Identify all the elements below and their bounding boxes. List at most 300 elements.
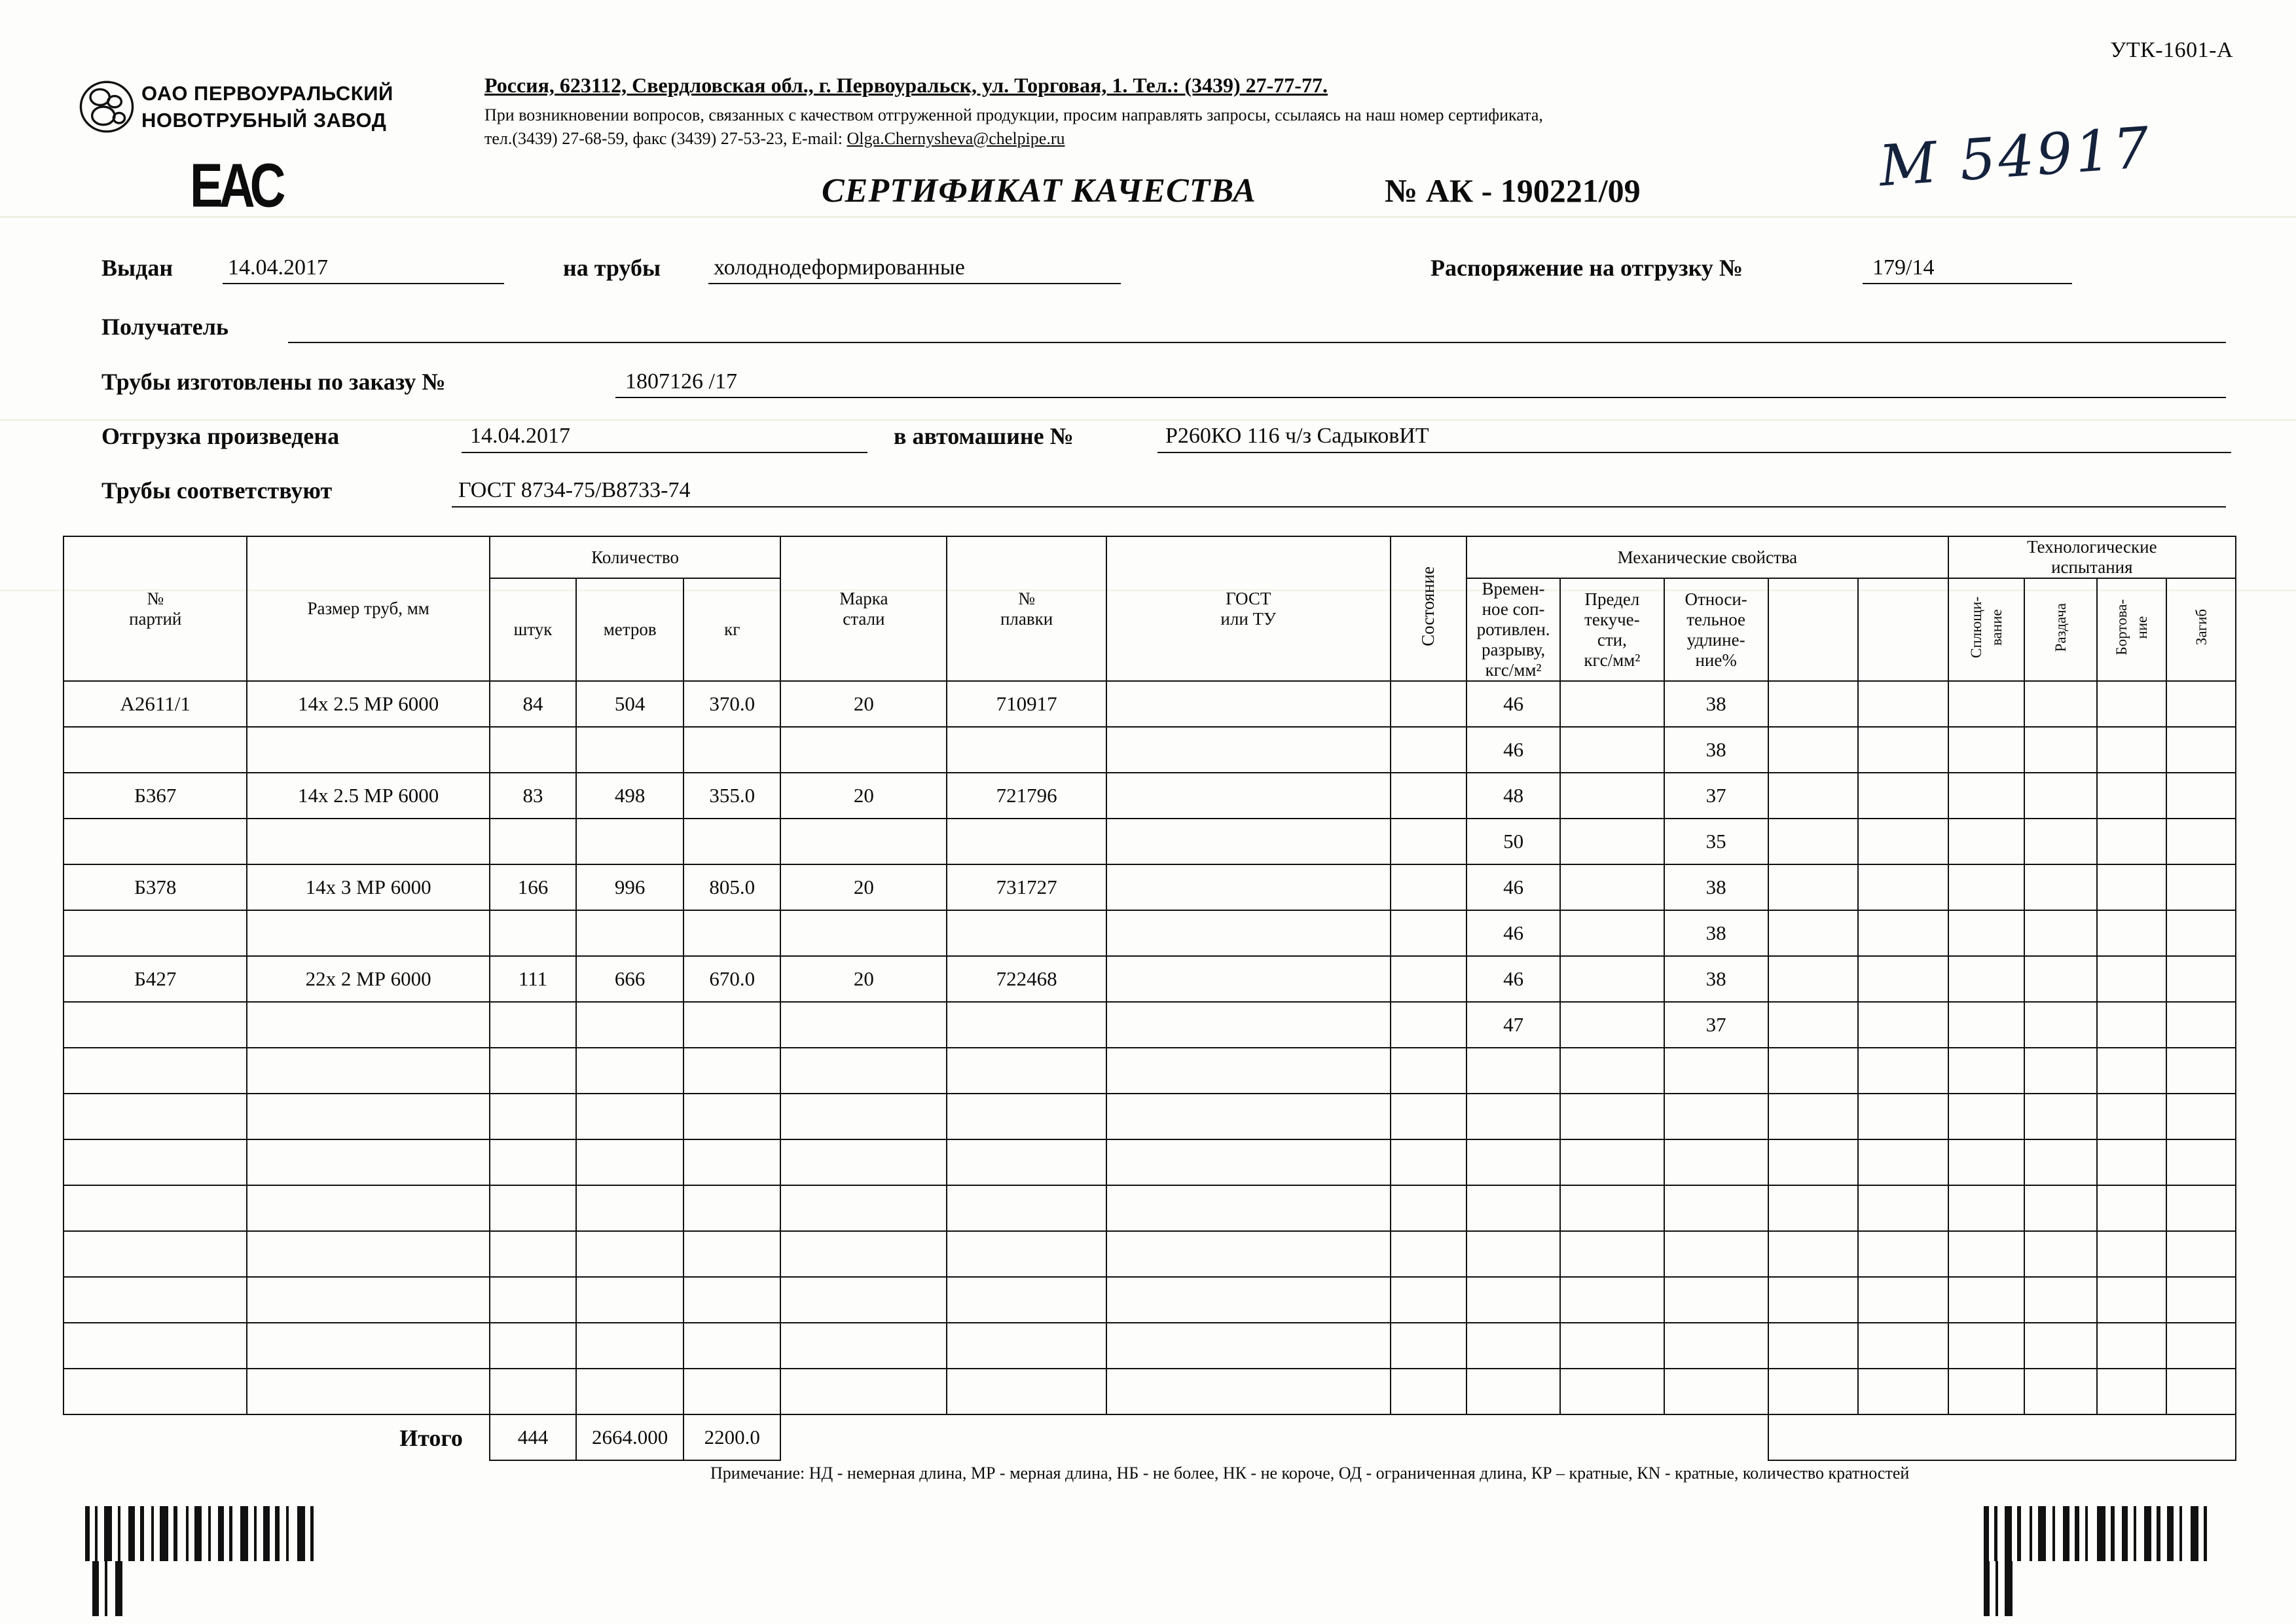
cell-grade: 20 xyxy=(780,773,947,819)
cell-solidity xyxy=(1948,1323,2024,1369)
table-row xyxy=(64,910,2236,956)
cell-expansion xyxy=(2024,1002,2097,1048)
cell-flanging xyxy=(2097,1369,2166,1414)
cell-bending xyxy=(2166,1139,2236,1185)
cell-tensile: 46 xyxy=(1467,681,1560,727)
company-name-line1: ОАО ПЕРВОУРАЛЬСКИЙ xyxy=(141,82,393,105)
cell-flanging xyxy=(2097,864,2166,910)
cell-state xyxy=(1391,727,1467,773)
cell-expansion xyxy=(2024,1185,2097,1231)
cell-mech-blank-1 xyxy=(1768,819,1859,864)
company-address: Россия, 623112, Свердловская обл., г. Первоуральск, ул. Торговая, 1. Тел.: (3439) 27-77-77. xyxy=(484,73,1328,97)
cell-expansion xyxy=(2024,681,2097,727)
cell-kg: 355.0 xyxy=(683,773,780,819)
cell-meters: 504 xyxy=(576,681,683,727)
th-mech-props: Механические свойства xyxy=(1467,536,1948,578)
cell-yield xyxy=(1560,1002,1664,1048)
cell-mech-blank-2 xyxy=(1858,681,1948,727)
cell-flanging xyxy=(2097,1094,2166,1139)
cell-grade xyxy=(780,1002,947,1048)
cell-mech-blank-2 xyxy=(1858,727,1948,773)
cell-mech-blank-2 xyxy=(1858,910,1948,956)
table-row xyxy=(64,1002,2236,1048)
cell-size xyxy=(247,1323,489,1369)
cell-size: 14х 3 МР 6000 xyxy=(247,864,489,910)
cell-kg xyxy=(683,1139,780,1185)
cell-mech-blank-1 xyxy=(1768,1277,1859,1323)
cell-yield xyxy=(1560,1231,1664,1277)
cell-elongation xyxy=(1664,1231,1768,1277)
cell-mech-blank-1 xyxy=(1768,1369,1859,1414)
cell-solidity xyxy=(1948,1139,2024,1185)
pipes-table xyxy=(63,536,2236,1461)
cell-solidity xyxy=(1948,1231,2024,1277)
th-steel-grade-l1: Марка xyxy=(839,588,888,608)
cell-tensile: 46 xyxy=(1467,727,1560,773)
cell-heat: 721796 xyxy=(947,773,1106,819)
cell-solidity xyxy=(1948,727,2024,773)
value-vehicle: Р260КО 116 ч/з СадыковИТ xyxy=(1165,424,1429,448)
cell-heat: 722468 xyxy=(947,956,1106,1002)
cell-yield xyxy=(1560,1185,1664,1231)
table-row xyxy=(64,864,2236,910)
cell-heat: 731727 xyxy=(947,864,1106,910)
cell-elongation xyxy=(1664,1094,1768,1139)
total-meters: 2664.000 xyxy=(576,1414,683,1460)
handwritten-number: М 54917 xyxy=(1877,115,2154,200)
cell-bending xyxy=(2166,1231,2236,1277)
table-row xyxy=(64,1369,2236,1414)
cell-bending xyxy=(2166,1185,2236,1231)
cell-state xyxy=(1391,1323,1467,1369)
cell-expansion xyxy=(2024,1231,2097,1277)
rule-conform xyxy=(452,506,2226,507)
cell-solidity xyxy=(1948,1048,2024,1094)
cell-pieces xyxy=(490,1139,576,1185)
value-order: 1807126 /17 xyxy=(625,369,737,394)
cell-meters: 666 xyxy=(576,956,683,1002)
cell-kg xyxy=(683,819,780,864)
cell-state xyxy=(1391,1277,1467,1323)
cell-elongation xyxy=(1664,1048,1768,1094)
cell-yield xyxy=(1560,956,1664,1002)
th-solidity-label: Сплющи- вание xyxy=(1967,597,2005,658)
cell-mech-blank-1 xyxy=(1768,864,1859,910)
cell-tensile: 46 xyxy=(1467,864,1560,910)
cell-mech-blank-1 xyxy=(1768,1094,1859,1139)
cell-heat xyxy=(947,819,1106,864)
cell-yield xyxy=(1560,1277,1664,1323)
cell-gost xyxy=(1106,819,1391,864)
total-empty-left xyxy=(780,1414,1768,1460)
cell-mech-blank-2 xyxy=(1858,1139,1948,1185)
th-bending xyxy=(2166,578,2236,681)
table-row xyxy=(64,1048,2236,1094)
cell-state xyxy=(1391,1002,1467,1048)
cell-bending xyxy=(2166,864,2236,910)
th-heat-no-l2: плавки xyxy=(1000,608,1053,629)
cell-elongation xyxy=(1664,1277,1768,1323)
cell-expansion xyxy=(2024,727,2097,773)
cell-state xyxy=(1391,773,1467,819)
scan-artifact xyxy=(0,419,2296,421)
cell-flanging xyxy=(2097,727,2166,773)
cell-tensile xyxy=(1467,1323,1560,1369)
th-tensile-l4: разрыву, xyxy=(1481,640,1546,659)
table-row xyxy=(64,819,2236,864)
th-pieces: штук xyxy=(490,578,576,681)
table-row xyxy=(64,727,2236,773)
cell-meters xyxy=(576,1002,683,1048)
th-party-no-l1: № xyxy=(147,588,164,608)
cell-pieces: 111 xyxy=(490,956,576,1002)
cell-party xyxy=(64,1048,247,1094)
cell-solidity xyxy=(1948,1185,2024,1231)
cell-mech-blank-1 xyxy=(1768,910,1859,956)
cell-pieces xyxy=(490,1002,576,1048)
cell-elongation: 38 xyxy=(1664,727,1768,773)
cell-mech-blank-2 xyxy=(1858,1277,1948,1323)
cell-grade xyxy=(780,727,947,773)
cell-tensile xyxy=(1467,1139,1560,1185)
cell-size xyxy=(247,910,489,956)
cell-kg xyxy=(683,1231,780,1277)
cell-state xyxy=(1391,1139,1467,1185)
cell-size: 22х 2 МР 6000 xyxy=(247,956,489,1002)
cell-gost xyxy=(1106,956,1391,1002)
cell-expansion xyxy=(2024,819,2097,864)
cell-kg xyxy=(683,1277,780,1323)
cell-size xyxy=(247,1048,489,1094)
cell-heat xyxy=(947,1323,1106,1369)
cell-meters xyxy=(576,1323,683,1369)
cell-elongation xyxy=(1664,1185,1768,1231)
th-elongation xyxy=(1664,578,1768,681)
cell-meters xyxy=(576,1139,683,1185)
rule-vehicle xyxy=(1157,452,2231,453)
th-yield-l3: сти, xyxy=(1597,629,1627,650)
cell-solidity xyxy=(1948,1002,2024,1048)
cell-pieces xyxy=(490,910,576,956)
cell-heat xyxy=(947,1048,1106,1094)
cell-flanging xyxy=(2097,1185,2166,1231)
cell-gost xyxy=(1106,1094,1391,1139)
cell-yield xyxy=(1560,819,1664,864)
document-code: УТК-1601-А xyxy=(2110,38,2233,62)
cell-yield xyxy=(1560,681,1664,727)
cell-gost xyxy=(1106,1369,1391,1414)
cell-tensile: 46 xyxy=(1467,956,1560,1002)
cell-size xyxy=(247,1231,489,1277)
th-gost xyxy=(1106,536,1391,681)
cell-mech-blank-1 xyxy=(1768,1323,1859,1369)
cell-flanging xyxy=(2097,819,2166,864)
cell-party xyxy=(64,910,247,956)
cell-party xyxy=(64,1277,247,1323)
cell-tensile xyxy=(1467,1277,1560,1323)
cell-mech-blank-1 xyxy=(1768,1139,1859,1185)
cell-expansion xyxy=(2024,956,2097,1002)
cell-elongation xyxy=(1664,1369,1768,1414)
th-flanging xyxy=(2097,578,2166,681)
rule-receiver xyxy=(288,342,2226,343)
cell-expansion xyxy=(2024,1094,2097,1139)
cell-party: А2611/1 xyxy=(64,681,247,727)
table-row xyxy=(64,956,2236,1002)
th-yield-units: кгс/мм² xyxy=(1584,650,1641,670)
cell-party xyxy=(64,1139,247,1185)
cell-state xyxy=(1391,864,1467,910)
th-elongation-l2: тельное xyxy=(1686,609,1746,629)
cell-mech-blank-2 xyxy=(1858,1002,1948,1048)
cell-grade xyxy=(780,1048,947,1094)
barcode-left xyxy=(85,1506,314,1561)
cell-mech-blank-1 xyxy=(1768,1185,1859,1231)
cell-solidity xyxy=(1948,1277,2024,1323)
footer-note: Примечание: НД - немерная длина, МР - мерная длина, НБ - не более, НК - не короче, ОД - ограниченная длина, КР – кратные, КN - кратные, количество кратностей xyxy=(710,1464,1910,1483)
th-yield-l2: текуче- xyxy=(1584,609,1640,629)
cell-gost xyxy=(1106,1323,1391,1369)
rule-order xyxy=(615,397,2226,398)
cell-party xyxy=(64,1002,247,1048)
cell-yield xyxy=(1560,864,1664,910)
cell-size xyxy=(247,1139,489,1185)
cell-mech-blank-2 xyxy=(1858,1231,1948,1277)
pntz-logo-icon xyxy=(79,79,135,135)
th-tensile-units: кгс/мм² xyxy=(1485,660,1542,680)
cell-meters: 996 xyxy=(576,864,683,910)
cell-tensile: 48 xyxy=(1467,773,1560,819)
cell-mech-blank-2 xyxy=(1858,864,1948,910)
label-issued: Выдан xyxy=(101,255,173,281)
cell-kg xyxy=(683,1048,780,1094)
cell-size xyxy=(247,819,489,864)
cell-size xyxy=(247,1185,489,1231)
cell-grade xyxy=(780,1369,947,1414)
label-vehicle: в автомашине № xyxy=(894,423,1074,449)
total-empty-right xyxy=(1768,1414,2236,1460)
th-kg: кг xyxy=(683,578,780,681)
contact-note-line1: При возникновении вопросов, связанных с качеством отгруженной продукции, просим направлять запросы, ссылаясь на наш номер сертификата, xyxy=(484,105,1543,124)
cell-yield xyxy=(1560,1369,1664,1414)
table-row xyxy=(64,1231,2236,1277)
cell-meters xyxy=(576,910,683,956)
th-tech-tests-l2: испытания xyxy=(2051,557,2133,577)
th-expansion xyxy=(2024,578,2097,681)
value-for-pipes: холоднодеформированные xyxy=(714,255,965,280)
th-meters: метров xyxy=(576,578,683,681)
cell-heat xyxy=(947,1139,1106,1185)
th-mech-blank-2 xyxy=(1858,578,1948,681)
th-heat-no xyxy=(947,536,1106,681)
cell-state xyxy=(1391,910,1467,956)
label-shipment: Отгрузка произведена xyxy=(101,423,340,449)
cell-gost xyxy=(1106,773,1391,819)
cell-bending xyxy=(2166,681,2236,727)
cell-state xyxy=(1391,956,1467,1002)
th-tech-tests xyxy=(1948,536,2236,578)
cell-pieces xyxy=(490,1094,576,1139)
table-row xyxy=(64,1185,2236,1231)
th-elongation-l3: удлине- xyxy=(1686,629,1745,650)
cell-mech-blank-1 xyxy=(1768,1002,1859,1048)
cell-yield xyxy=(1560,1139,1664,1185)
cell-yield xyxy=(1560,910,1664,956)
cell-party xyxy=(64,1185,247,1231)
th-tensile-l3: ротивлен. xyxy=(1476,619,1550,639)
cell-pieces: 84 xyxy=(490,681,576,727)
th-gost-l2: или ТУ xyxy=(1220,608,1277,629)
cell-flanging xyxy=(2097,773,2166,819)
cell-elongation: 38 xyxy=(1664,910,1768,956)
label-for-pipes: на трубы xyxy=(563,255,661,281)
certificate-number: № АК - 190221/09 xyxy=(1385,172,1641,209)
cell-heat xyxy=(947,1185,1106,1231)
cell-pieces xyxy=(490,1277,576,1323)
cell-mech-blank-2 xyxy=(1858,1323,1948,1369)
cell-solidity xyxy=(1948,1369,2024,1414)
cell-mech-blank-2 xyxy=(1858,956,1948,1002)
cell-meters xyxy=(576,727,683,773)
cell-heat xyxy=(947,727,1106,773)
cell-size xyxy=(247,1277,489,1323)
rule-issued xyxy=(223,283,504,284)
cell-kg xyxy=(683,1185,780,1231)
cell-kg xyxy=(683,1094,780,1139)
cell-pieces xyxy=(490,819,576,864)
cell-solidity xyxy=(1948,819,2024,864)
cell-bending xyxy=(2166,910,2236,956)
cell-flanging xyxy=(2097,1048,2166,1094)
cell-mech-blank-2 xyxy=(1858,1369,1948,1414)
cell-bending xyxy=(2166,1094,2236,1139)
th-steel-grade-l2: стали xyxy=(843,608,885,629)
cell-meters xyxy=(576,1094,683,1139)
cell-bending xyxy=(2166,1369,2236,1414)
cell-mech-blank-1 xyxy=(1768,727,1859,773)
cell-gost xyxy=(1106,1002,1391,1048)
table-row xyxy=(64,681,2236,727)
table-row xyxy=(64,1323,2236,1369)
cell-bending xyxy=(2166,773,2236,819)
cell-elongation xyxy=(1664,1139,1768,1185)
label-order: Трубы изготовлены по заказу № xyxy=(101,369,446,395)
label-conform: Трубы соответствуют xyxy=(101,477,333,504)
cell-party: Б427 xyxy=(64,956,247,1002)
cell-gost xyxy=(1106,910,1391,956)
cell-grade xyxy=(780,819,947,864)
cell-solidity xyxy=(1948,681,2024,727)
cell-party xyxy=(64,819,247,864)
cell-pieces: 83 xyxy=(490,773,576,819)
cell-size xyxy=(247,727,489,773)
contact-note xyxy=(484,103,1820,151)
cell-gost xyxy=(1106,1139,1391,1185)
cell-expansion xyxy=(2024,1369,2097,1414)
cell-bending xyxy=(2166,956,2236,1002)
cell-kg: 805.0 xyxy=(683,864,780,910)
total-label: Итого xyxy=(399,1424,463,1451)
cell-expansion xyxy=(2024,773,2097,819)
cell-pieces xyxy=(490,1323,576,1369)
cell-expansion xyxy=(2024,1048,2097,1094)
th-tech-tests-l1: Технологические xyxy=(2027,537,2157,557)
cell-heat xyxy=(947,910,1106,956)
cell-tensile xyxy=(1467,1094,1560,1139)
cell-heat: 710917 xyxy=(947,681,1106,727)
th-state-label: Состояние xyxy=(1418,566,1438,646)
cell-state xyxy=(1391,1094,1467,1139)
cell-state xyxy=(1391,681,1467,727)
cell-heat xyxy=(947,1002,1106,1048)
th-elongation-l1: Относи- xyxy=(1685,589,1747,609)
th-tensile xyxy=(1467,578,1560,681)
cell-mech-blank-2 xyxy=(1858,819,1948,864)
cell-flanging xyxy=(2097,1139,2166,1185)
cell-grade: 20 xyxy=(780,681,947,727)
cell-elongation xyxy=(1664,1323,1768,1369)
cell-party: Б367 xyxy=(64,773,247,819)
cell-mech-blank-1 xyxy=(1768,773,1859,819)
cell-size: 14х 2.5 МР 6000 xyxy=(247,681,489,727)
cell-pieces xyxy=(490,1369,576,1414)
th-mech-blank-1 xyxy=(1768,578,1859,681)
cell-yield xyxy=(1560,1048,1664,1094)
cell-mech-blank-1 xyxy=(1768,1231,1859,1277)
cell-tensile: 47 xyxy=(1467,1002,1560,1048)
cell-party xyxy=(64,1094,247,1139)
value-shipping-order: 179/14 xyxy=(1872,255,1935,280)
th-quantity: Количество xyxy=(490,536,781,578)
cell-meters xyxy=(576,1369,683,1414)
cell-grade xyxy=(780,1277,947,1323)
cell-meters xyxy=(576,819,683,864)
cell-flanging xyxy=(2097,910,2166,956)
cell-party xyxy=(64,1323,247,1369)
cell-solidity xyxy=(1948,956,2024,1002)
cell-flanging xyxy=(2097,681,2166,727)
cell-tensile: 46 xyxy=(1467,910,1560,956)
th-elongation-l4: ние% xyxy=(1695,650,1737,670)
cell-expansion xyxy=(2024,864,2097,910)
cell-mech-blank-2 xyxy=(1858,1094,1948,1139)
cell-size xyxy=(247,1094,489,1139)
th-party-no xyxy=(64,536,247,681)
table-row xyxy=(64,1277,2236,1323)
cell-kg xyxy=(683,1369,780,1414)
cell-kg xyxy=(683,910,780,956)
cell-yield xyxy=(1560,727,1664,773)
cell-pieces xyxy=(490,727,576,773)
cell-elongation: 37 xyxy=(1664,773,1768,819)
cell-elongation: 38 xyxy=(1664,864,1768,910)
cell-flanging xyxy=(2097,1002,2166,1048)
table-total-row xyxy=(64,1414,2236,1460)
th-steel-grade xyxy=(780,536,947,681)
cell-expansion xyxy=(2024,1277,2097,1323)
total-pieces: 444 xyxy=(490,1414,576,1460)
cell-grade: 20 xyxy=(780,956,947,1002)
th-state xyxy=(1391,536,1467,681)
cell-mech-blank-2 xyxy=(1858,773,1948,819)
cell-grade xyxy=(780,910,947,956)
cell-state xyxy=(1391,1048,1467,1094)
cell-flanging xyxy=(2097,1277,2166,1323)
rule-shipment xyxy=(462,452,867,453)
table-row xyxy=(64,1139,2236,1185)
cell-tensile xyxy=(1467,1231,1560,1277)
cell-expansion xyxy=(2024,1139,2097,1185)
